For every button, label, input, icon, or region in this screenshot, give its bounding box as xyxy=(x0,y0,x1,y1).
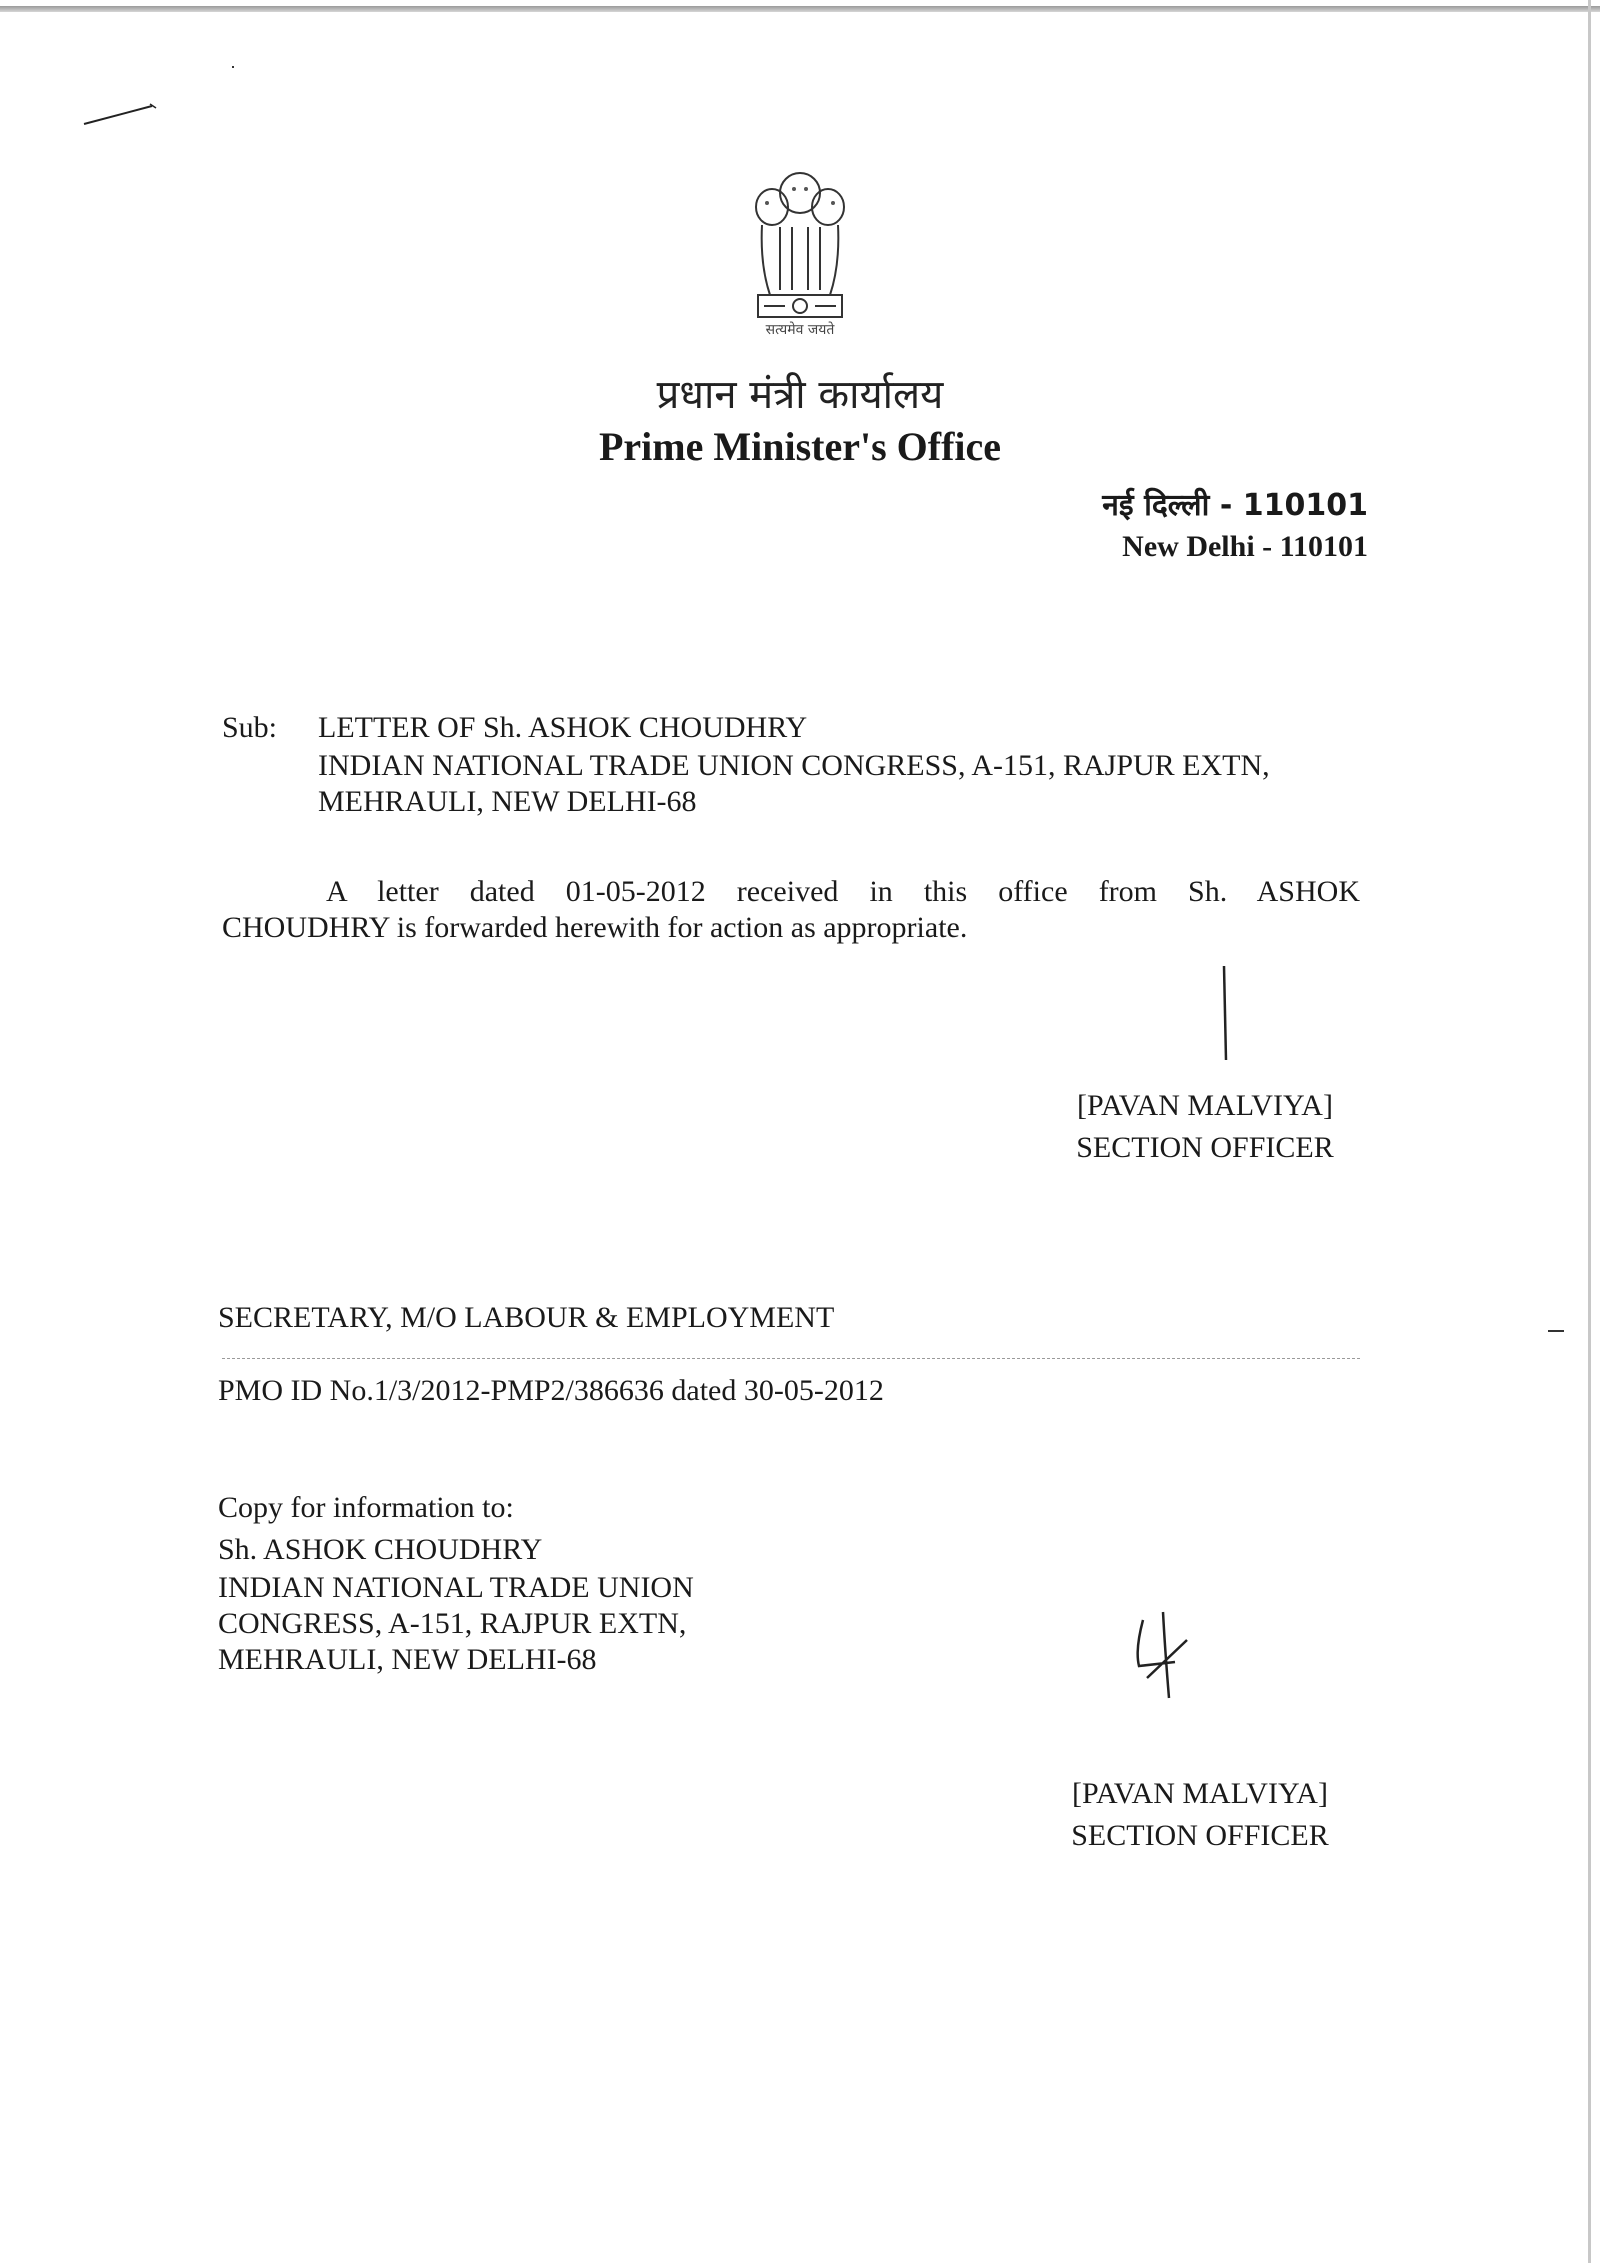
reference-number: PMO ID No.1/3/2012-PMP2/386636 dated 30-05-2012 xyxy=(218,1374,884,1407)
handwritten-initial xyxy=(1125,1600,1205,1710)
scan-edge-top xyxy=(0,6,1600,12)
signature-1-name: [PAVAN MALVIYA] xyxy=(1077,1089,1333,1122)
city-hindi: नई दिल्ली - 110101 xyxy=(1102,488,1368,523)
scan-speck xyxy=(232,66,234,68)
addressee: SECRETARY, M/O LABOUR & EMPLOYMENT xyxy=(218,1301,835,1334)
stray-pen-mark xyxy=(80,100,160,130)
divider-rule xyxy=(222,1358,1360,1359)
signature-2-name: [PAVAN MALVIYA] xyxy=(1072,1777,1328,1810)
office-title-hindi: प्रधान मंत्री कार्यालय xyxy=(656,372,944,418)
scan-edge-right xyxy=(1588,0,1591,2263)
signature-1-designation: SECTION OFFICER xyxy=(1076,1131,1334,1164)
subject-label: Sub: xyxy=(222,711,278,744)
copy-line-3: CONGRESS, A-151, RAJPUR EXTN, xyxy=(218,1607,687,1640)
body-line-2: CHOUDHRY is forwarded herewith for action as appropriate. xyxy=(222,911,968,944)
copy-line-4: MEHRAULI, NEW DELHI-68 xyxy=(218,1643,597,1676)
signature-stroke-1 xyxy=(1210,960,1240,1070)
subject-line-2: INDIAN NATIONAL TRADE UNION CONGRESS, A-151, RAJPUR EXTN, xyxy=(318,749,1270,782)
emblem-motto: सत्यमेव जयते xyxy=(765,322,835,338)
body-line-1: A letter dated 01-05-2012 received in this office from Sh. ASHOK xyxy=(326,875,1360,908)
scan-speck xyxy=(1548,1330,1564,1332)
subject-line-1: LETTER OF Sh. ASHOK CHOUDHRY xyxy=(318,711,808,744)
signature-2-designation: SECTION OFFICER xyxy=(1071,1819,1329,1852)
national-emblem-icon xyxy=(740,155,860,345)
body-paragraph xyxy=(222,874,1360,946)
copy-heading: Copy for information to: xyxy=(218,1491,514,1524)
city-english: New Delhi - 110101 xyxy=(1122,530,1368,563)
office-title-english: Prime Minister's Office xyxy=(598,424,1002,469)
copy-line-1: Sh. ASHOK CHOUDHRY xyxy=(218,1533,543,1566)
copy-line-2: INDIAN NATIONAL TRADE UNION xyxy=(218,1571,694,1604)
subject-line-3: MEHRAULI, NEW DELHI-68 xyxy=(318,785,697,818)
